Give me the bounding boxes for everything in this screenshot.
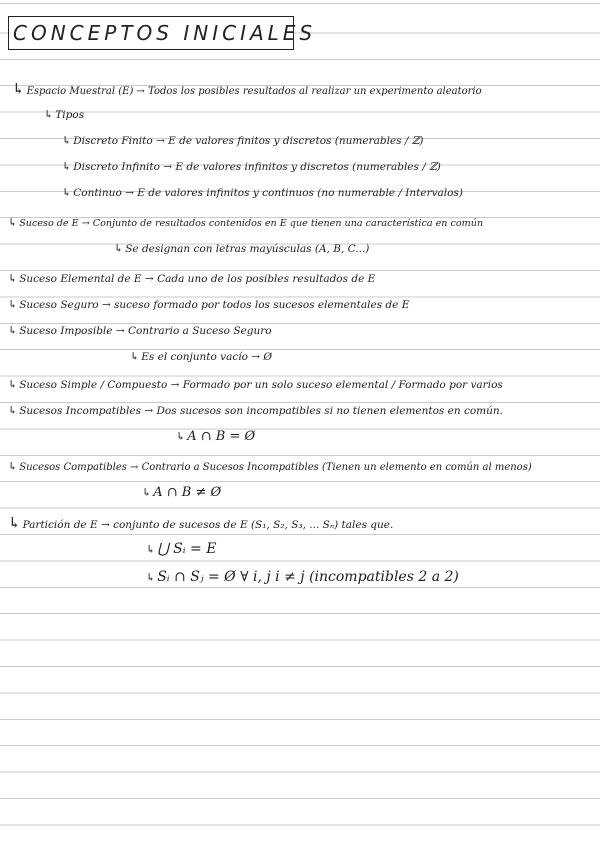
- arrow-icon: ↳: [8, 514, 21, 532]
- note-line-espacio-muestral: ↳ Espacio Muestral (E) → Todos los posibles resultados al realizar un experimento aleatorio: [12, 80, 482, 98]
- note-line-interseccion-vacia: ↳ A ∩ B = Ø: [176, 429, 256, 444]
- arrow-icon: ↳: [8, 404, 18, 417]
- note-line-suceso-imposible: ↳ Suceso Imposible → Contrario a Suceso Seguro: [8, 324, 272, 337]
- note-line-incompatibles: ↳ Sucesos Incompatibles → Dos sucesos son incompatibles si no tienen elementos en común.: [8, 404, 503, 417]
- note-line-suceso-elemental: ↳ Suceso Elemental de E → Cada uno de los posibles resultados de E: [8, 272, 376, 285]
- note-line-conjunto-vacio: ↳ Es el conjunto vacío → Ø: [130, 350, 272, 363]
- arrow-icon: ↳: [8, 378, 18, 391]
- arrow-icon: ↳: [114, 242, 124, 255]
- arrow-icon: ↳: [146, 543, 156, 556]
- note-line-tipos: ↳ Tipos: [44, 108, 85, 121]
- note-line-particion: ↳ Partición de E → conjunto de sucesos de E (S₁, S₂, S₃, ... Sₙ) tales que.: [8, 514, 394, 532]
- arrow-icon: ↳: [44, 108, 54, 121]
- arrow-icon: ↳: [130, 350, 140, 363]
- arrow-icon: ↳: [62, 186, 72, 199]
- arrow-icon: ↳: [8, 298, 18, 311]
- arrow-icon: ↳: [62, 160, 72, 173]
- note-line-union-igual-e: ↳ ⋃ Sᵢ = E: [146, 541, 217, 557]
- note-line-interseccion-no-vacia: ↳ A ∩ B ≠ Ø: [142, 485, 222, 500]
- note-line-designan: ↳ Se designan con letras mayúsculas (A, B, C...): [114, 242, 370, 255]
- note-line-suceso-seguro: ↳ Suceso Seguro → suceso formado por todos los sucesos elementales de E: [8, 298, 410, 311]
- arrow-icon: ↳: [62, 134, 72, 147]
- note-line-continuo: ↳ Continuo → E de valores infinitos y continuos (no numerable / Intervalos): [62, 186, 463, 199]
- note-line-suceso: ↳ Suceso de E → Conjunto de resultados contenidos en E que tienen una característica en común: [8, 216, 484, 229]
- title-box: [8, 16, 317, 50]
- note-line-discreto-finito: ↳ Discreto Finito → E de valores finitos y discretos (numerables / ℤ): [62, 134, 424, 147]
- arrow-icon: ↳: [8, 216, 18, 229]
- arrow-icon: ↳: [8, 324, 18, 337]
- note-line-compatibles: ↳ Sucesos Compatibles → Contrario a Sucesos Incompatibles (Tienen un elemento en común al menos): [8, 460, 532, 473]
- arrow-icon: ↳: [142, 486, 152, 499]
- note-line-discreto-infinito: ↳ Discreto Infinito → E de valores infinitos y discretos (numerables / ℤ): [62, 160, 441, 173]
- arrow-icon: ↳: [146, 571, 156, 584]
- arrow-icon: ↳: [12, 80, 25, 98]
- note-line-incompatibles-2a2: ↳ Sᵢ ∩ Sⱼ = Ø ∀ i, j i ≠ j (incompatibles 2 a 2): [146, 569, 459, 585]
- page-title: CONCEPTOS INICIALES: [13, 21, 317, 45]
- arrow-icon: ↳: [176, 430, 186, 443]
- arrow-icon: ↳: [8, 272, 18, 285]
- arrow-icon: ↳: [8, 460, 18, 473]
- note-line-simple-compuesto: ↳ Suceso Simple / Compuesto → Formado por un solo suceso elemental / Formado por varios: [8, 378, 503, 391]
